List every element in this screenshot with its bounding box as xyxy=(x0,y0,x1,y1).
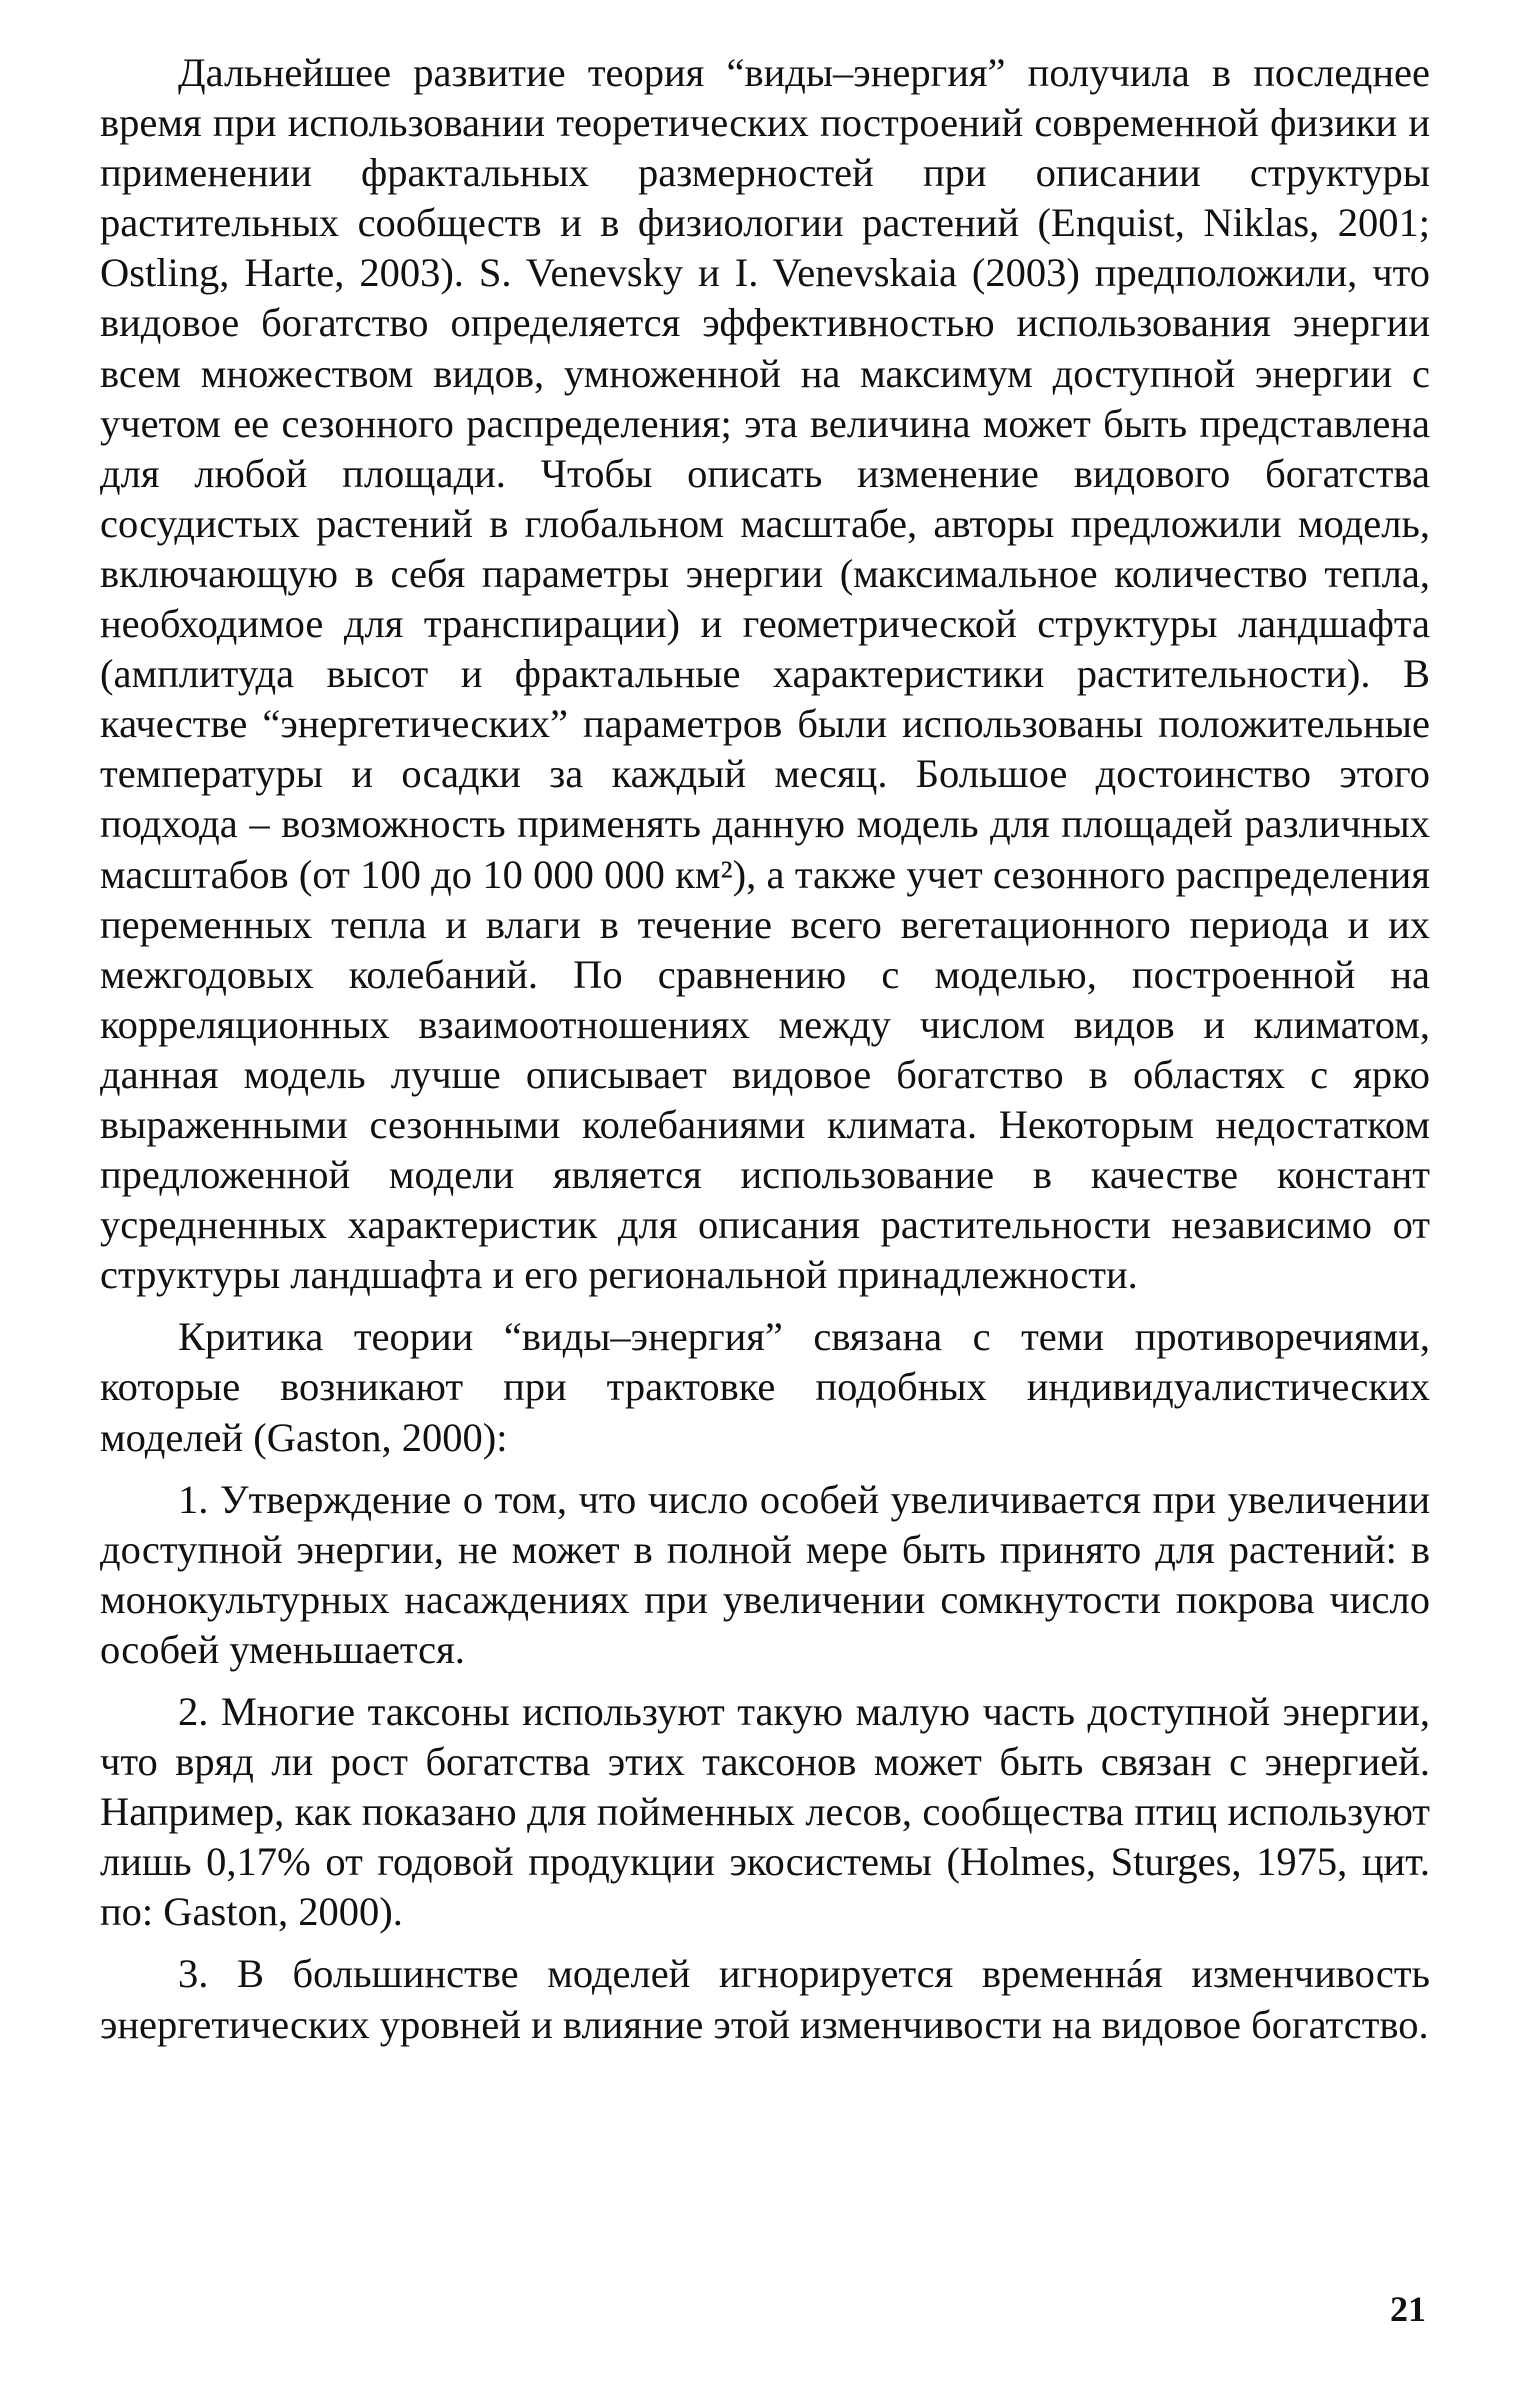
paragraph-point-2: 2. Многие таксоны используют такую малую часть доступной энергии, что вряд ли рост богатства этих таксонов может быть связан с энергией. Например, как показано для пойменных лесов, сообщества птиц используют лишь 0,17% от годовой продукции экосистемы (Holmes, Sturges, 1975, цит. по: Gaston, 2000). xyxy=(100,1689,1430,1935)
paragraph-species-energy-theory: Дальнейшее развитие теория “виды–энергия” получила в последнее время при использовании теоретических построений современной физики и применении фрактальных размерностей при описании структуры растительных сообществ и в физиологии растений (Enquist, Niklas, 2001; Ostling, Harte, 2003). S. Venevsky и I. Venevskaia (2003) предположили, что видовое богатство определяется эффективностью использования энергии всем множеством видов, умноженной на максимум доступной энергии с учетом ее сезонного распределения; эта величина может быть представлена для любой площади. Чтобы описать изменение видового богатства сосудистых растений в глобальном масштабе, авторы предложили модель, включающую в себя параметры энергии (максимальное количество тепла, необходимое для транспирации) и геометрической структуры ландшафта (амплитуда высот и фрактальные характеристики растительности). В качестве “энергетических” параметров были использованы положительные температуры и осадки за каждый месяц. Большое достоинство этого подхода – возможность применять данную модель для площадей различных масштабов (от 100 до 10 000 000 км²), а также учет сезонного распределения переменных тепла и влаги в течение всего вегетационного периода и их межгодовых колебаний. По сравнению с моделью, построенной на корреляционных взаимоотношениях между числом видов и климатом, данная модель лучше описывает видовое богатство в областях с ярко выраженными сезонными колебаниями климата. Некоторым недостатком предложенной модели является использование в качестве констант усредненных характеристик для описания растительности независимо от структуры ландшафта и его региональной принадлежности. xyxy=(100,50,1430,1298)
body-text xyxy=(100,48,1430,2062)
paragraph-criticism-intro: Критика теории “виды–энергия” связана с теми противоречиями, которые возникают при трактовке подобных индивидуалистических моделей (Gaston, 2000): xyxy=(100,1314,1430,1460)
page-number: 21 xyxy=(1390,2289,1426,2329)
paragraph-point-3: 3. В большинстве моделей игнорируется временнáя изменчивость энергетических уровней и влияние этой изменчивости на видовое богатство. xyxy=(100,1951,1430,2047)
paragraph-point-1: 1. Утверждение о том, что число особей увеличивается при увеличении доступной энергии, не может в полной мере быть принято для растений: в монокультурных насаждениях при увеличении сомкнутости покрова число особей уменьшается. xyxy=(100,1476,1430,1672)
